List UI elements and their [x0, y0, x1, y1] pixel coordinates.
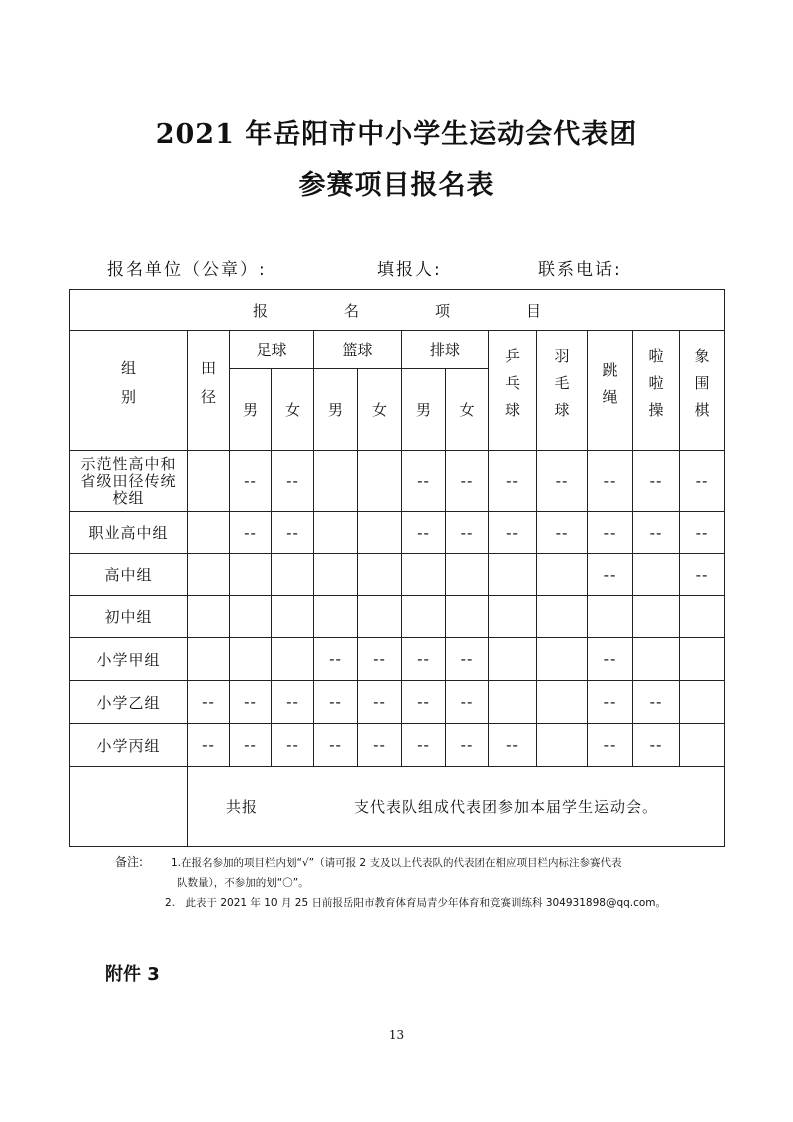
table-cell: --: [358, 638, 402, 681]
table-cell: [680, 681, 725, 724]
note-1a: 1.在报名参加的项目栏内划“√”（请可报 2 支及以上代表队的代表团在相应项目栏内标注参赛代表: [171, 857, 622, 869]
table-cell: [188, 451, 230, 512]
header-char: 名: [344, 301, 360, 320]
table-cell: --: [402, 512, 446, 554]
basketball-female: 女: [358, 369, 402, 451]
table-cell: [633, 638, 680, 681]
header-char: 项: [435, 301, 451, 320]
note-1b: 队数量），不参加的划“〇”。: [177, 877, 309, 889]
table-cell: [537, 638, 588, 681]
table-cell: [537, 681, 588, 724]
table-cell: [314, 596, 358, 638]
page-number: 13: [388, 1028, 405, 1042]
table-row: [70, 512, 725, 554]
table-cell: [633, 554, 680, 596]
table-cell: [680, 638, 725, 681]
table-cell: [358, 554, 402, 596]
table-cell: [272, 638, 314, 681]
table-cell: --: [588, 724, 633, 767]
table-cell: --: [446, 681, 489, 724]
table-cell: [633, 596, 680, 638]
table-cell: --: [446, 451, 489, 512]
table-cell: [272, 554, 314, 596]
attachment-label: 附件 3: [105, 964, 160, 985]
table-cell: [188, 638, 230, 681]
table-cell: [230, 638, 272, 681]
event-badminton: 羽毛球: [537, 331, 588, 451]
table-cell: [489, 681, 537, 724]
event-cheer: 啦啦操: [633, 331, 680, 451]
table-cell: [489, 596, 537, 638]
table-cell: [358, 451, 402, 512]
basketball-male: 男: [314, 369, 358, 451]
table-cell: --: [358, 724, 402, 767]
note-2: 2. 此表于 2021 年 10 月 25 日前报岳阳市教育体育局青少年体育和竞赛训练科 304931898@qq.com。: [165, 897, 667, 909]
form-title-line1: 2021 年岳阳市中小学生运动会代表团: [155, 119, 638, 150]
table-cell: --: [402, 724, 446, 767]
table-cell: --: [588, 638, 633, 681]
row-group-name: 职业高中组: [70, 512, 188, 554]
phone-label: 联系电话:: [538, 260, 622, 280]
table-cell: --: [402, 638, 446, 681]
event-track: 田径: [188, 331, 230, 451]
table-cell: --: [680, 554, 725, 596]
table-cell: [537, 554, 588, 596]
table-cell: [402, 554, 446, 596]
table-cell: --: [537, 512, 588, 554]
header-char: 目: [526, 301, 542, 320]
total-statement: 共报 支代表队组成代表团参加本届学生运动会。: [188, 767, 725, 847]
table-row: [70, 681, 725, 724]
event-chess: 象围棋: [680, 331, 725, 451]
table-cell: --: [188, 724, 230, 767]
table-cell: --: [633, 512, 680, 554]
table-cell: --: [314, 681, 358, 724]
table-cell: [314, 512, 358, 554]
table-row: [70, 724, 725, 767]
table-cell: [230, 554, 272, 596]
row-group-name: 小学乙组: [70, 681, 188, 724]
table-cell: --: [230, 451, 272, 512]
filler-label: 填报人:: [377, 260, 442, 280]
table-cell: --: [446, 724, 489, 767]
table-cell: --: [633, 451, 680, 512]
table-cell: [446, 596, 489, 638]
notes-label: 备注:: [115, 855, 144, 869]
volleyball-male: 男: [402, 369, 446, 451]
table-cell: [358, 596, 402, 638]
table-cell: --: [633, 681, 680, 724]
table-cell: --: [680, 512, 725, 554]
event-football: 足球: [230, 331, 314, 369]
table-cell: --: [314, 638, 358, 681]
table-cell: --: [402, 681, 446, 724]
table-cell: --: [588, 512, 633, 554]
header-char: 报: [252, 301, 268, 320]
table-cell: [230, 596, 272, 638]
table-cell: --: [446, 512, 489, 554]
volleyball-female: 女: [446, 369, 489, 451]
table-cell: [358, 512, 402, 554]
table-cell: --: [680, 451, 725, 512]
row-group-name: 小学甲组: [70, 638, 188, 681]
table-cell: --: [537, 451, 588, 512]
table-cell: [489, 554, 537, 596]
table-cell: [680, 724, 725, 767]
notes-block: [115, 852, 735, 913]
table-cell: --: [272, 451, 314, 512]
table-cell: [588, 596, 633, 638]
table-cell: [314, 554, 358, 596]
table-cell: --: [230, 724, 272, 767]
event-pingpong: 乒乓球: [489, 331, 537, 451]
table-cell: --: [489, 451, 537, 512]
table-cell: --: [588, 554, 633, 596]
event-rope: 跳绳: [588, 331, 633, 451]
table-cell: --: [402, 451, 446, 512]
row-group-name: 初中组: [70, 596, 188, 638]
table-row: [70, 638, 725, 681]
table-cell: --: [272, 724, 314, 767]
table-cell: --: [314, 724, 358, 767]
event-basketball: 篮球: [314, 331, 402, 369]
table-cell: [537, 596, 588, 638]
table-cell: --: [588, 681, 633, 724]
table-cell: --: [588, 451, 633, 512]
table-cell: [446, 554, 489, 596]
event-volleyball: 排球: [402, 331, 489, 369]
registration-table: [69, 289, 725, 847]
table-row: [70, 451, 725, 512]
table-cell: [314, 451, 358, 512]
table-cell: [188, 554, 230, 596]
table-cell: [680, 596, 725, 638]
table-cell: [272, 596, 314, 638]
table-cell: --: [272, 512, 314, 554]
table-row: [70, 596, 725, 638]
table-cell: --: [230, 681, 272, 724]
total-blank-cell: [70, 767, 188, 847]
table-cell: --: [446, 638, 489, 681]
table-cell: --: [230, 512, 272, 554]
football-male: 男: [230, 369, 272, 451]
table-cell: --: [489, 724, 537, 767]
row-group-name: 高中组: [70, 554, 188, 596]
row-group-name: 小学丙组: [70, 724, 188, 767]
table-cell: --: [633, 724, 680, 767]
table-cell: --: [272, 681, 314, 724]
table-row: [70, 554, 725, 596]
header-registration-items: [70, 290, 725, 331]
table-cell: --: [188, 681, 230, 724]
unit-label: 报名单位（公章）:: [107, 260, 267, 280]
group-header: 组别: [70, 331, 188, 451]
table-cell: [489, 638, 537, 681]
table-cell: [537, 724, 588, 767]
table-cell: --: [489, 512, 537, 554]
table-cell: [188, 596, 230, 638]
football-female: 女: [272, 369, 314, 451]
row-group-name: 示范性高中和省级田径传统校组: [70, 451, 188, 512]
table-cell: [188, 512, 230, 554]
form-title-line2: 参赛项目报名表: [298, 170, 495, 201]
table-cell: [402, 596, 446, 638]
table-cell: --: [358, 681, 402, 724]
